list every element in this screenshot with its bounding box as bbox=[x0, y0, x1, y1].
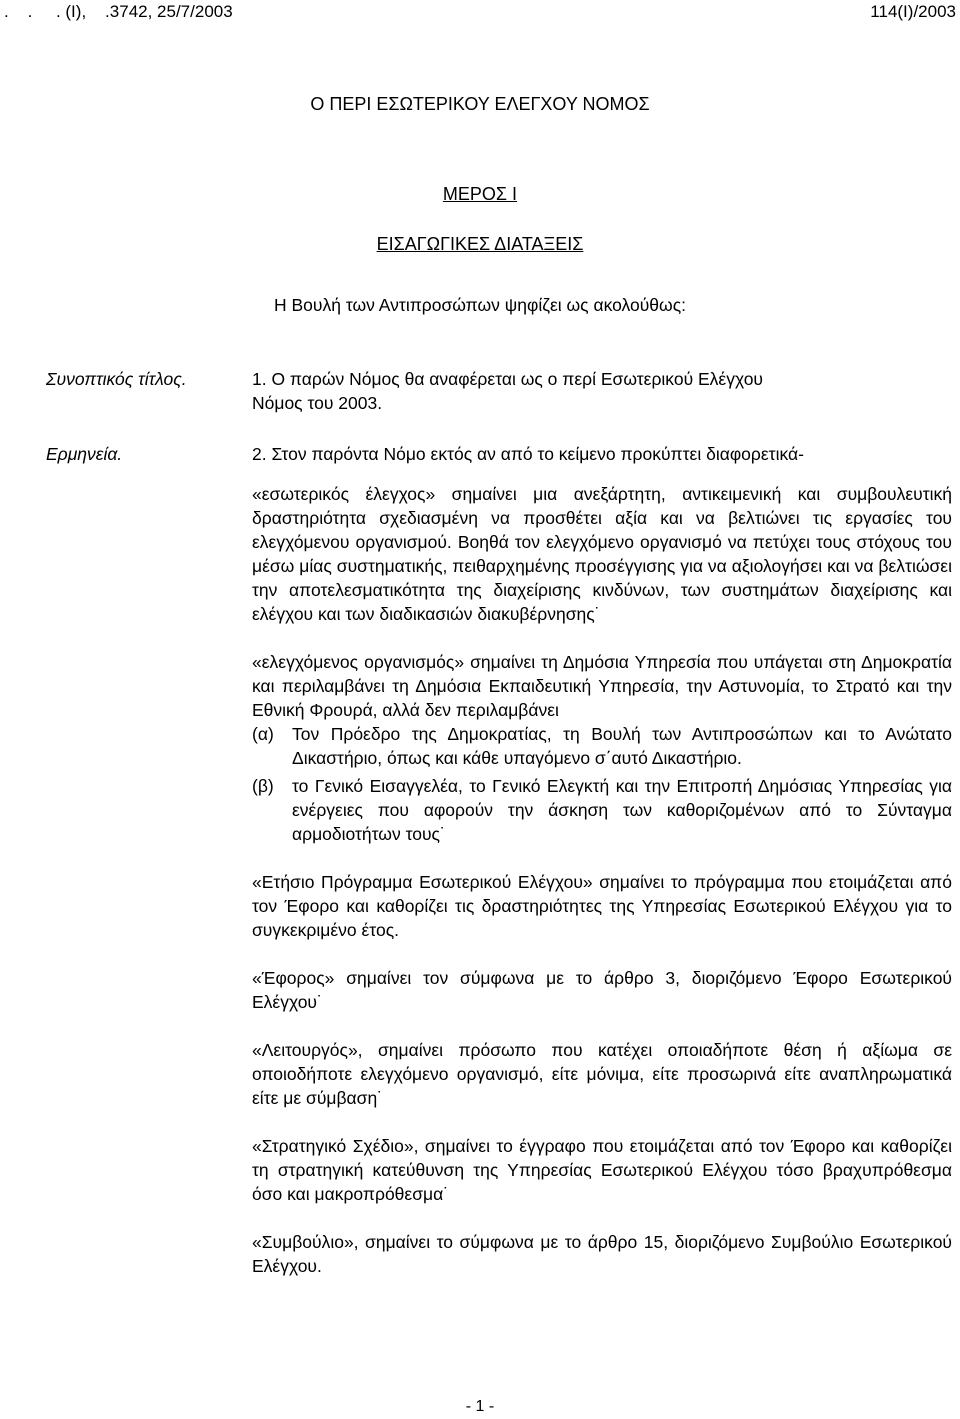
definition-annual-program: «Ετήσιο Πρόγραμμα Εσωτερικού Ελέγχου» σημαίνει το πρόγραμμα που ετοιμάζεται από τον Έφορο και καθορίζει τις δραστηριότητες της Υπηρεσίας Εσωτερικού Ελέγχου για το συγκεκριμένο έτος. bbox=[252, 872, 952, 940]
definition-internal-audit: «εσωτερικός έλεγχος» σημαίνει μια ανεξάρτητη, αντικειμενική και συμβουλευτική δραστηριότητα σχεδιασμένη να προσθέτει αξία και να βελτιώνει τις εργασίες του ελεγχόμενου οργανισμού. Βοηθά τον ελεγχόμενο οργανισμό να πετύχει τους στόχους του μέσω μίας συστηματικής, πειθαρχημένης προσέγγισης για να αξιολογήσει και να βελτιώσει την αποτελεσματικότητα της διαχείρισης κινδύνων, των συστημάτων διαχείρισης και ελέγχου και των διαδικασιών διακυβέρνησης˙ bbox=[252, 484, 952, 624]
section-2-intro: 2. Στον παρόντα Νόμο εκτός αν από το κείμενο προκύπτει διαφορετικά- bbox=[252, 444, 804, 464]
subparagraph-b bbox=[252, 774, 952, 846]
sidenote-short-title: Συνοπτικός τίτλος. bbox=[46, 369, 187, 389]
subparagraph-a bbox=[252, 722, 952, 770]
definition-strategic-plan: «Στρατηγικό Σχέδιο», σημαίνει το έγγραφο που ετοιμάζεται από τον Έφορο και καθορίζει τη στρατηγική κατεύθυνση της Υπηρεσίας Εσωτερικού Ελέγχου τόσο βραχυπρόθεσμα όσο και μακροπρόθεσμα˙ bbox=[252, 1136, 952, 1204]
section-1-line-2: Νόμος του 2003. bbox=[252, 393, 383, 413]
definition-commissioner: «Έφορος» σημαίνει τον σύμφωνα με το άρθρο 3, διοριζόμενο Έφορο Εσωτερικού Ελέγχου˙ bbox=[252, 968, 952, 1012]
subparagraph-b-label: (β) bbox=[252, 776, 274, 796]
definition-officer: «Λειτουργός», σημαίνει πρόσωπο που κατέχει οποιαδήποτε θέση ή αξίωμα σε οποιοδήποτε ελεγχόμενο οργανισμό, είτε μόνιμα, είτε προσωρινά είτε αναπληρωματικά είτε με σύμβαση˙ bbox=[252, 1040, 952, 1108]
enactment-clause: Η Βουλή των Αντιπροσώπων ψηφίζει ως ακολούθως: bbox=[274, 295, 686, 315]
law-number: 114(Ι)/2003 bbox=[870, 2, 956, 21]
sidenote-interpretation: Ερμηνεία. bbox=[46, 444, 123, 464]
definition-audited-organisation: «ελεγχόμενος οργανισμός» σημαίνει τη Δημόσια Υπηρεσία που υπάγεται στη Δημοκρατία και περιλαμβάνει τη Δημόσια Εκπαιδευτική Υπηρεσία, την Αστυνομία, το Στρατό και την Εθνική Φρουρά, αλλά δεν περιλαμβάνει bbox=[252, 652, 952, 720]
section-2 bbox=[252, 442, 952, 1278]
section-1 bbox=[252, 367, 952, 415]
section-1-line-1: 1. Ο παρών Νόμος θα αναφέρεται ως ο περί Εσωτερικού Ελέγχου bbox=[252, 369, 763, 389]
page-number: - 1 - bbox=[465, 1398, 495, 1415]
part-heading: ΜΕΡΟΣ Ι bbox=[442, 184, 518, 204]
subparagraph-b-text: το Γενικό Εισαγγελέα, το Γενικό Ελεγκτή και την Επιτροπή Δημόσιας Υπηρεσίας για ενέργειες που αφορούν την άσκηση των καθοριζομένων από το Σύνταγμα αρμοδιοτήτων τους˙ bbox=[292, 776, 952, 844]
subparagraph-a-text: Τον Πρόεδρο της Δημοκρατίας, τη Βουλή των Αντιπροσώπων και το Ανώτατο Δικαστήριο, όπως και κάθε υπαγόμενο σ΄αυτό Δικαστήριο. bbox=[292, 724, 952, 768]
definition-board: «Συμβούλιο», σημαίνει το σύμφωνα με το άρθρο 15, διοριζόμενο Συμβούλιο Εσωτερικού Ελέγχου. bbox=[252, 1232, 952, 1276]
subparagraph-a-label: (α) bbox=[252, 724, 274, 744]
law-title: Ο ΠΕΡΙ ΕΣΩΤΕΡΙΚΟΥ ΕΛΕΓΧΟΥ ΝΟΜΟΣ bbox=[310, 94, 650, 114]
part-name: ΕΙΣΑΓΩΓΙΚΕΣ ΔΙΑΤΑΞΕΙΣ bbox=[376, 234, 584, 254]
document-reference: . . . (Ι), .3742, 25/7/2003 bbox=[4, 2, 233, 21]
